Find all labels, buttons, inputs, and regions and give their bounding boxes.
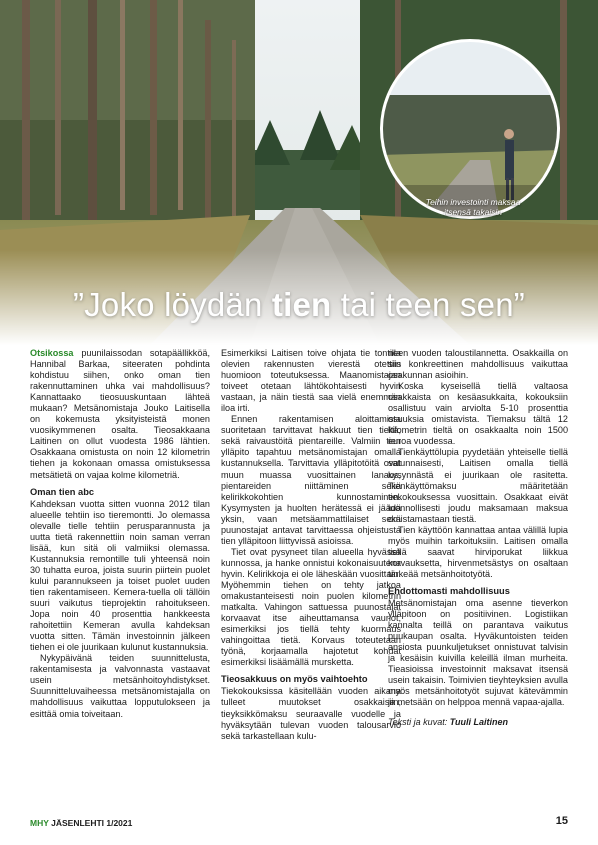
- paragraph: neen vuoden taloustilannetta. Osakkailla on siis konkreettinen mahdollisuus vaikuttaa osakunnan asioihin.: [388, 348, 568, 381]
- subheading: Tieosakkuus on myös vaihtoehto: [221, 674, 368, 685]
- headline-bold: tien: [271, 286, 332, 323]
- paragraph: Tiekokouksissa käsitellään vuoden aikana tulleet muutokset osakkaisiin, tieyksikkömaksu seuraavalle vuodelle ja hyväksytään tulevan vuoden talousarvio sekä tarkastellaan kulu-: [221, 686, 401, 741]
- byline-name: Tuuli Laitinen: [449, 716, 509, 727]
- intro-text: puunilaissodan sotapäällikköä, Hannibal Barkaa, siteeraten pohdinta kohdistuu siihen, onko oman tien rakennuttaminen uhka vai mahdollisuus? Kannattaako tieosuuskuntaan lähteä mukaan? Metsänomistaja Jouko Laitisella on kokemusta yksityisteistä monen vuosikymmenen osalta. Tieosakkaana Laitinen on ollut vuodesta 1986 lähtien. Osakkaana omistusta on noin 12 kilometrin tiehen ja kokonaan omassa omistuksessa metsätietä on vajaa kolme kilometriä.: [30, 348, 210, 480]
- page-number: 15: [555, 815, 568, 827]
- paragraph: Kahdeksan vuotta sitten vuonna 2012 tilan alueelle tehtiin iso tieremontti. Jo olemassa olevalle tielle tehtiin perusparannusta ja uutta tietä rakennettiin noin saman verran lisää, kun sitä oli valmiiksi olemassa. Kustannuksia remontille tuli yhteensä noin 30 tuhatta euroa, joista suurin piirtein puolet kului parannukseen ja toiset puolet uuden tien rakentamiseen. Kemera-tuella oli tällöin suuri vaikutus tieprojektin rahoitukseen. Jopa noin 40 prosenttia hankkeesta rahoitettiin Kemeran avulla kahdeksan vuotta sitten. Tämän investoinnin jälkeen tiehen ei ole juurikaan kulunut kustannuksia.: [30, 498, 210, 653]
- paragraph: Metsänomistajan oma asenne tieverkon ylläpitoon on positiivinen. Logistiikan kannalta teillä on parantava vaikutus puukaupan osalta. Hyväkuntoisten teiden ansiosta puunkuljetukset onnistuvat talvisin ja kesäisin kuivilla keleillä ilman murheita. Tieasioissa investoinnit maksavat itsensä usein takaisin. Toimivien tieyhteyksien avulla myös metsänhoitotyöt sujuvat kätevämmin ja metsään on helppoa mennä vapaa-ajalla.: [388, 598, 568, 708]
- subheading: Oman tien abc: [30, 486, 95, 497]
- article-headline: [0, 286, 598, 324]
- paragraph: Tien käyttöön kannattaa antaa välillä lupia myös muihin tarkoituksiin. Laitisen omalla tiellä saavat hirviporukat liikkua korvauksetta, hirvenmetsästys on osaltaan tärkeää metsänhoitotyötä.: [388, 524, 568, 579]
- inset-caption: Teihin investointi maksaa itsensä takaisin: [425, 197, 521, 217]
- footer-issue-text: JÄSENLEHTI 1/2021: [48, 818, 133, 828]
- byline: [388, 717, 568, 728]
- subheading: Ehdottomasti mahdollisuus: [388, 585, 510, 596]
- intro-paragraph: [30, 348, 210, 481]
- paragraph: Tiet ovat pysyneet tilan alueella hyvässä kunnossa, ja hanke onnistui kokonaisuutena hyvin. Kelirikkoja ei ole läheskään vuosittain. Myöhemmin tiehen on tehty jatkoa omakustanteisesti noin puolen kilometrin matkalta. Vahingon sattuessa puunostajat korvaavat itse aiheuttamansa vauriot, esimerkiksi jos tiellä tehty kuormaus vahingoittaa tietä. Korvaus toteutetaan työnä, korjaamalla hajotetut kohdat esimerkiksi lisäämällä mursketta.: [221, 546, 401, 668]
- lead-word: Otsikossa: [30, 348, 74, 358]
- paragraph: Koska kyseisellä tiellä valtaosa osakkaista on kesäasukkaita, kokouksiin osallistuu vain arviolta 5-10 prosenttia osuuksia omistavista. Tiemaksu tältä 12 kilometrin tieltä on osakkaalta noin 1500 euroa vuodessa.: [388, 381, 568, 447]
- paragraph: Tienkäyttölupia pyydetään yhteiselle tiellä satunnaisesti, Laitisen omalla tiellä kysynnästä ei juurikaan ole rasitetta. Tienkäyttömaksu määritetään tiekokouksessa vuosittain. Osakkaat eivät luonnollisesti joudu maksamaan maksua omistamastaan tiestä.: [388, 447, 568, 524]
- paragraph: Ennen rakentamisen aloittamista suoritetaan tarvittavat hakkuut tien tieltä, sekä raivaustöitä pientareille. Valmiin tien ylläpito tapahtuu metsänomistajan omalla kustannuksella. Tarvittavia ylläpitotöitä ovat muun muassa vuosittainen lanaus, pientareiden niittäminen sekä kelirikkokohtien kunnostaminen. Kysymysten ja huolten herätessä ei jäädä yksin, vaan metsäammattilaiset sekä puunostajat antavat tarvittaessa ohjeistusta tien ylläpitoon liittyvissä asioissa.: [221, 414, 401, 546]
- paragraph: Esimerkiksi Laitisen toive ohjata tie tontilla olevien rakennusten vierestä otettiin huomioon toteutuksessa. Maanomistajan toiveet otetaan lähtökohtaisesti hyvin vastaan, ja näin tiestä saa vielä enemmän iloa irti.: [221, 348, 401, 414]
- headline-post: tai teen sen”: [331, 286, 525, 323]
- byline-label: Teksti ja kuvat:: [388, 716, 450, 727]
- headline-pre: ”Joko löydän: [73, 286, 272, 323]
- column-2: [221, 348, 401, 742]
- column-3: [388, 348, 568, 728]
- footer-brand: MHY: [30, 818, 49, 828]
- footer-issue: [30, 818, 132, 828]
- paragraph: Nykypäivänä teiden suunnittelusta, rakentamisesta ja valvonnasta vastaavat usein metsänhoitoyhdistykset. Suunnitteluvaiheessa metsänomistajalla on mahdollisuus vaikuttaa lopputulokseen ja esittää omia toiveitaan.: [30, 653, 210, 719]
- column-1: [30, 348, 210, 720]
